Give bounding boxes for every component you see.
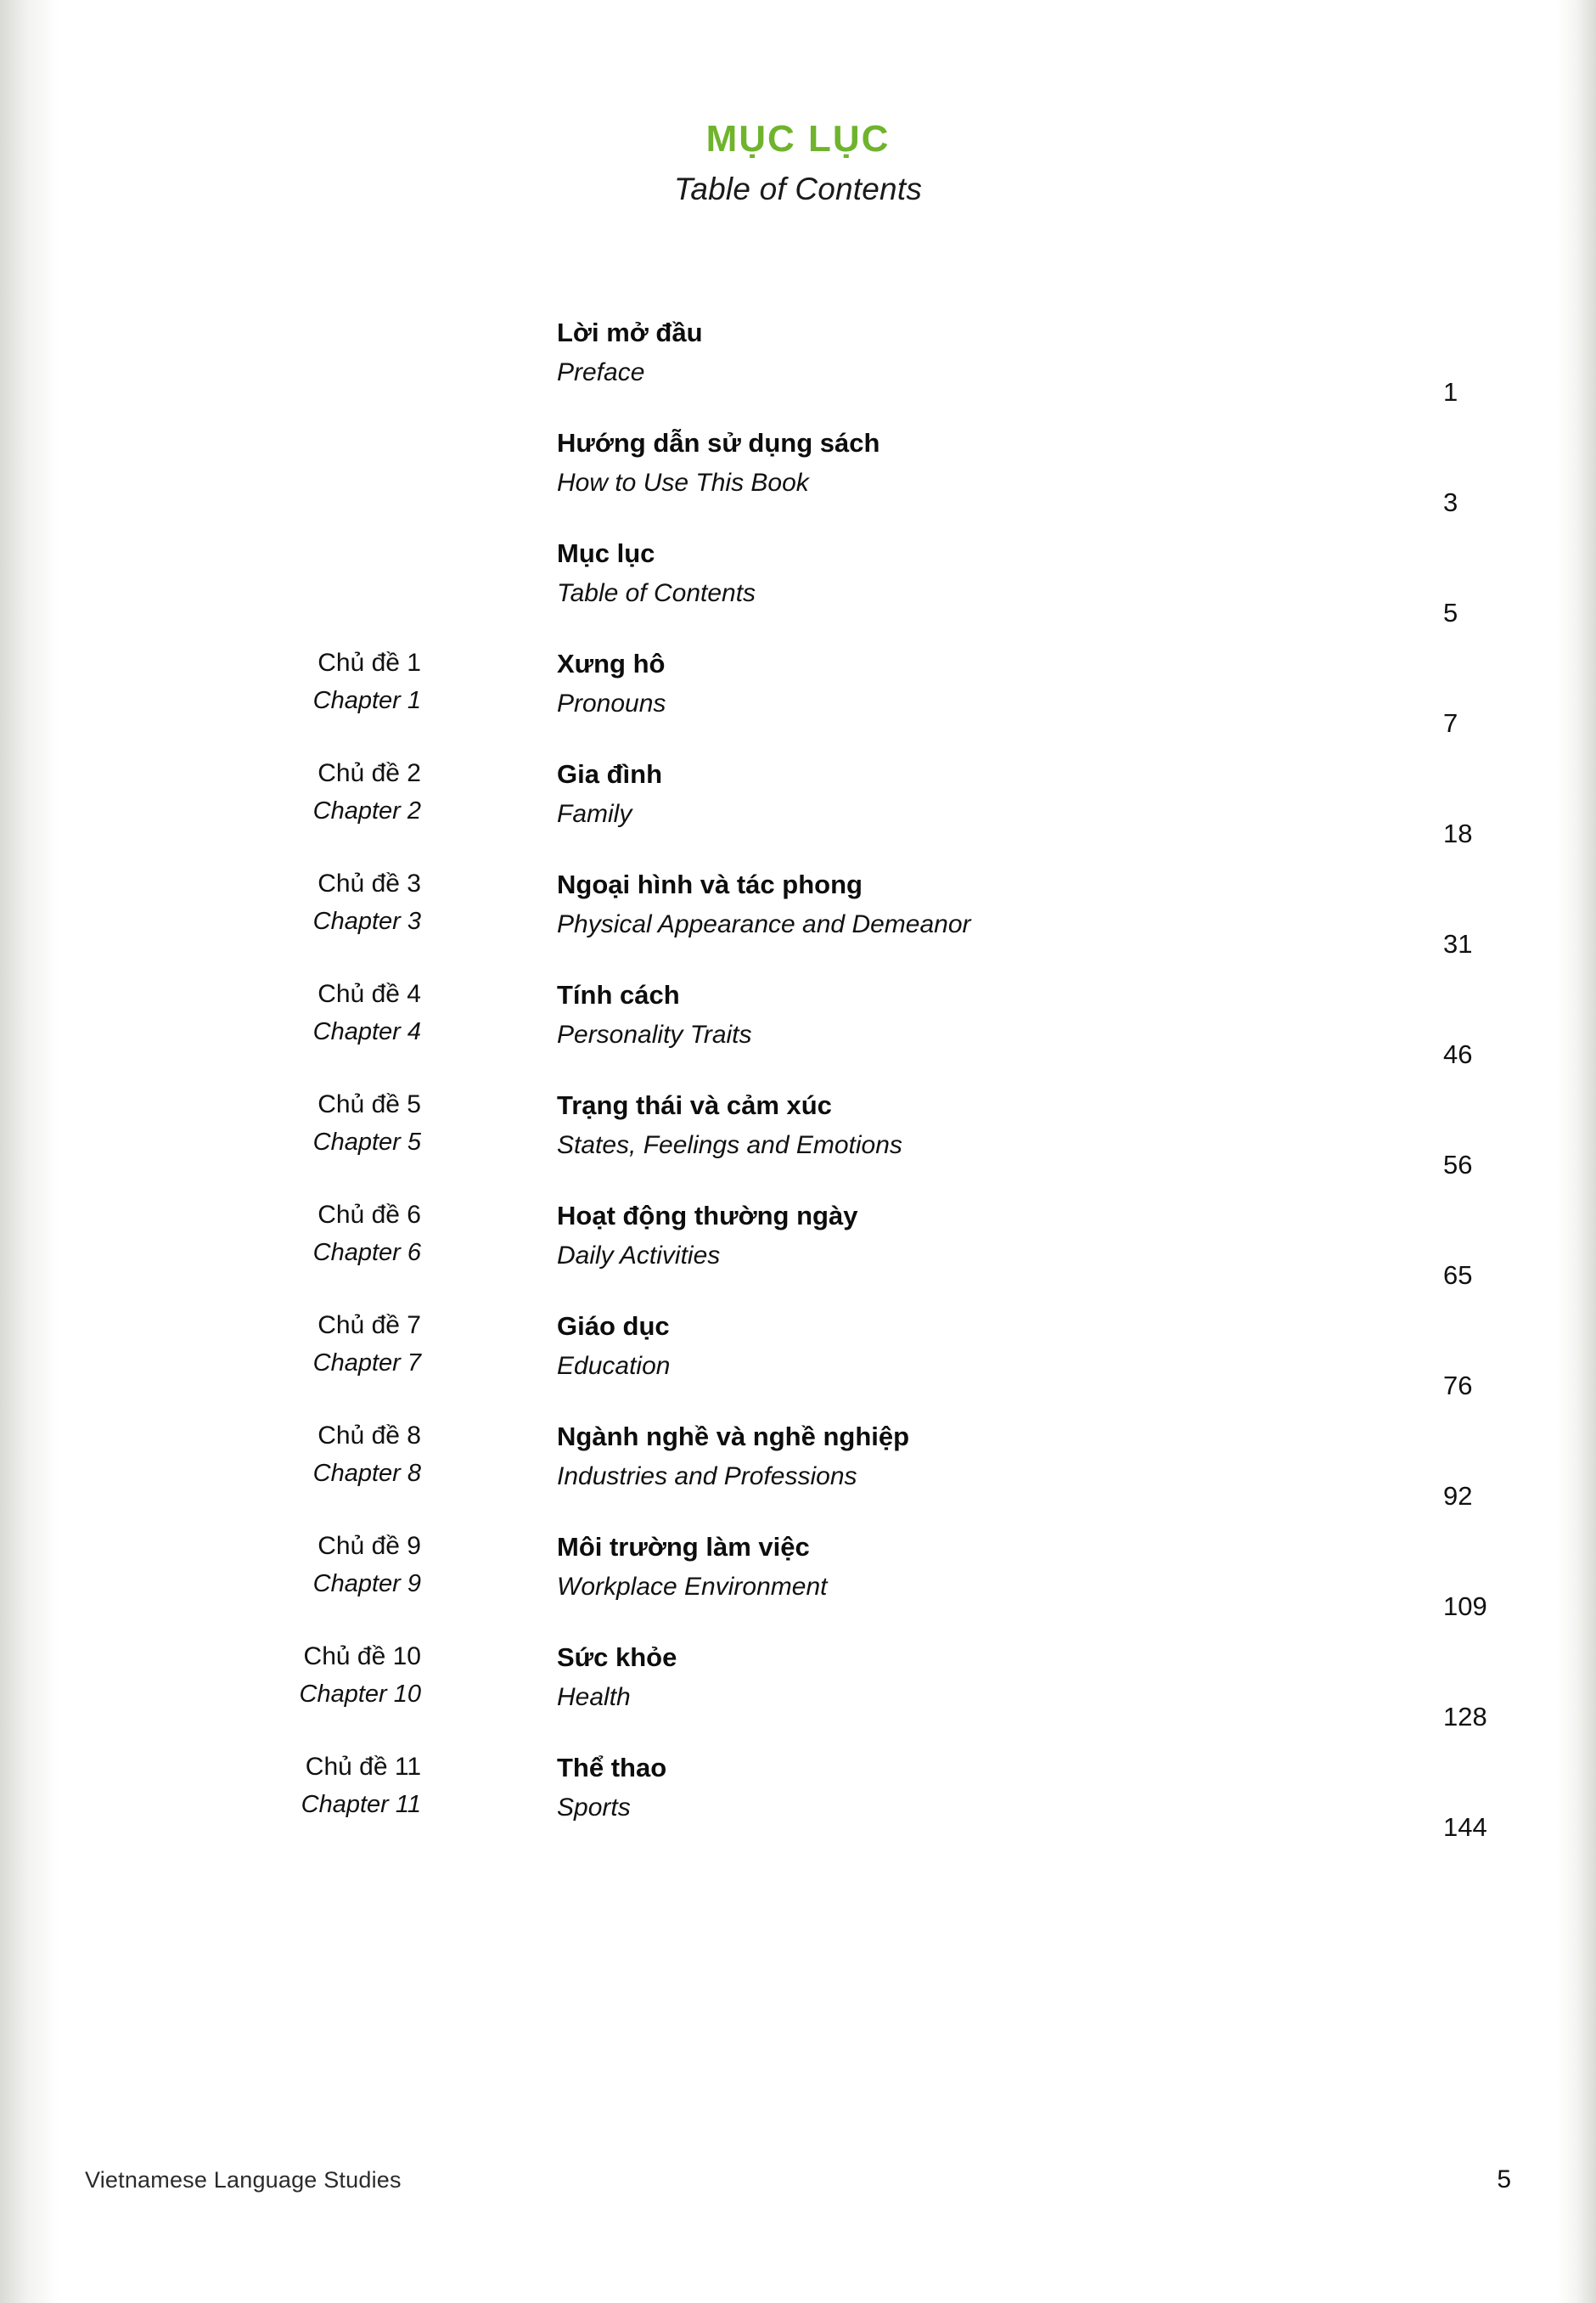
toc-entry-chapter-4[interactable] (0, 963, 1596, 1073)
toc-page-number-cell (1392, 1702, 1596, 1736)
toc-title-vietnamese: Sức khỏe (557, 1642, 677, 1673)
toc-page-number-cell (1392, 929, 1596, 963)
toc-page-number-cell (1392, 1039, 1596, 1073)
toc-page-number-cell (1392, 1371, 1596, 1405)
toc-entry-title (458, 426, 1392, 498)
toc-page-number: 76 (1443, 1371, 1473, 1401)
toc-page-number-cell (1392, 1812, 1596, 1846)
toc-chapter-vietnamese: Chủ đề 3 (318, 870, 421, 898)
toc-entry-title (458, 1751, 1392, 1823)
toc-entry[interactable] (0, 521, 1596, 632)
toc-page-number-cell (1392, 598, 1596, 632)
toc-chapter-vietnamese: Chủ đề 9 (318, 1532, 421, 1561)
toc-entry-title (458, 868, 1392, 940)
toc-entry-chapter-2[interactable] (0, 742, 1596, 853)
toc-title-english: Personality Traits (557, 1020, 752, 1049)
toc-page-number: 92 (1443, 1481, 1473, 1512)
toc-page-number: 1 (1443, 377, 1458, 408)
toc-title-english: Workplace Environment (557, 1572, 828, 1601)
toc-chapter-label (0, 1089, 458, 1158)
toc-entry-title (458, 1641, 1392, 1713)
toc-chapter-label (0, 1641, 458, 1710)
toc-chapter-label (0, 1199, 458, 1269)
toc-chapter-label (0, 647, 458, 717)
toc-chapter-vietnamese: Chủ đề 2 (318, 759, 421, 788)
toc-page-number-cell (1392, 1591, 1596, 1625)
toc-chapter-vietnamese: Chủ đề 7 (318, 1311, 421, 1340)
toc-entry-title (458, 1199, 1392, 1271)
toc-entry-chapter-6[interactable] (0, 1184, 1596, 1294)
toc-page-number: 109 (1443, 1591, 1487, 1622)
table-of-contents (0, 301, 1596, 1846)
toc-page-number: 18 (1443, 819, 1473, 849)
toc-chapter-english: Chapter 9 (312, 1569, 421, 1597)
toc-chapter-english: Chapter 1 (312, 686, 421, 714)
toc-entry-chapter-11[interactable] (0, 1736, 1596, 1846)
toc-page-number: 144 (1443, 1812, 1487, 1843)
toc-chapter-english: Chapter 10 (299, 1680, 421, 1708)
toc-entry-chapter-7[interactable] (0, 1294, 1596, 1405)
toc-page-number: 128 (1443, 1702, 1487, 1732)
toc-title-vietnamese: Tính cách (557, 980, 680, 1011)
toc-chapter-english: Chapter 11 (301, 1790, 421, 1818)
toc-entry-title (458, 1530, 1392, 1602)
toc-title-vietnamese: Ngành nghề và nghề nghiệp (557, 1422, 910, 1452)
page-footer (0, 2165, 1596, 2194)
toc-chapter-label (0, 868, 458, 938)
toc-chapter-label (0, 1420, 458, 1489)
toc-title-english: Physical Appearance and Demeanor (557, 909, 971, 938)
toc-page-number: 56 (1443, 1150, 1473, 1180)
toc-title-english: Pronouns (557, 689, 666, 718)
footer-book-title: Vietnamese Language Studies (85, 2167, 402, 2193)
toc-title-vietnamese: Gia đình (557, 759, 662, 790)
toc-title-english: Sports (557, 1793, 631, 1822)
toc-title-english: States, Feelings and Emotions (557, 1130, 902, 1159)
toc-title-vietnamese: Hướng dẫn sử dụng sách (557, 428, 880, 459)
toc-chapter-vietnamese: Chủ đề 10 (303, 1642, 421, 1671)
toc-entry-title (458, 647, 1392, 719)
toc-page-number: 65 (1443, 1260, 1473, 1291)
toc-chapter-label (0, 1751, 458, 1821)
toc-chapter-vietnamese: Chủ đề 11 (305, 1753, 421, 1782)
toc-title-vietnamese: Ngoại hình và tác phong (557, 870, 863, 900)
toc-chapter-vietnamese: Chủ đề 1 (318, 649, 421, 678)
toc-chapter-vietnamese: Chủ đề 4 (318, 980, 421, 1009)
toc-page-number: 7 (1443, 708, 1458, 739)
toc-page-number-cell (1392, 487, 1596, 521)
toc-entry-chapter-1[interactable] (0, 632, 1596, 742)
toc-chapter-english: Chapter 7 (312, 1349, 421, 1377)
toc-entry[interactable] (0, 301, 1596, 411)
toc-entry-chapter-9[interactable] (0, 1515, 1596, 1625)
toc-entry-chapter-5[interactable] (0, 1073, 1596, 1184)
toc-chapter-label (0, 978, 458, 1048)
toc-chapter-vietnamese: Chủ đề 8 (318, 1422, 421, 1450)
toc-entry-title (458, 757, 1392, 830)
toc-chapter-english: Chapter 8 (312, 1459, 421, 1487)
toc-entry-chapter-8[interactable] (0, 1405, 1596, 1515)
toc-title-english: Industries and Professions (557, 1461, 857, 1490)
toc-page-number-cell (1392, 819, 1596, 853)
toc-chapter-label (0, 1309, 458, 1379)
toc-chapter-english: Chapter 3 (312, 907, 421, 935)
toc-title-english: Preface (557, 358, 645, 386)
toc-title-vietnamese: Mục lục (557, 538, 655, 569)
page-content (0, 119, 1596, 1846)
toc-entry-title (458, 1309, 1392, 1382)
toc-page-number: 46 (1443, 1039, 1473, 1070)
toc-chapter-english: Chapter 5 (312, 1128, 421, 1156)
toc-page-number: 3 (1443, 487, 1458, 518)
toc-title-english: Health (557, 1682, 631, 1711)
toc-page-number-cell (1392, 1260, 1596, 1294)
page-title-vietnamese: MỤC LỤC (705, 118, 891, 160)
page-title (0, 119, 1596, 207)
toc-entry-title (458, 978, 1392, 1050)
toc-chapter-english: Chapter 4 (312, 1017, 421, 1045)
toc-entry-title (458, 1420, 1392, 1492)
toc-entry-title (458, 537, 1392, 609)
toc-page-number: 31 (1443, 929, 1473, 960)
toc-entry-title (458, 316, 1392, 388)
toc-chapter-vietnamese: Chủ đề 6 (318, 1201, 421, 1230)
toc-title-vietnamese: Hoạt động thường ngày (557, 1201, 858, 1231)
toc-title-vietnamese: Lời mở đầu (557, 318, 703, 348)
toc-chapter-vietnamese: Chủ đề 5 (318, 1090, 421, 1119)
toc-title-english: Education (557, 1351, 671, 1380)
toc-title-english: How to Use This Book (557, 468, 809, 497)
toc-title-english: Family (557, 799, 632, 828)
toc-chapter-english: Chapter 6 (312, 1238, 421, 1266)
toc-chapter-label (0, 757, 458, 827)
toc-title-vietnamese: Môi trường làm việc (557, 1532, 810, 1563)
toc-title-vietnamese: Thể thao (557, 1753, 667, 1783)
toc-title-vietnamese: Xưng hô (557, 649, 666, 679)
toc-page-number: 5 (1443, 598, 1458, 628)
toc-entry-chapter-3[interactable] (0, 853, 1596, 963)
toc-page-number-cell (1392, 1150, 1596, 1184)
toc-chapter-label (0, 1530, 458, 1600)
toc-page-number-cell (1392, 1481, 1596, 1515)
toc-page-number-cell (1392, 708, 1596, 742)
footer-page-number: 5 (1497, 2165, 1511, 2193)
toc-entry[interactable] (0, 411, 1596, 521)
page-title-english: Table of Contents (673, 172, 923, 207)
toc-entry-title (458, 1089, 1392, 1161)
toc-page-number-cell (1392, 377, 1596, 411)
toc-title-vietnamese: Trạng thái và cảm xúc (557, 1090, 832, 1121)
toc-title-english: Table of Contents (557, 578, 756, 607)
toc-chapter-english: Chapter 2 (312, 797, 421, 825)
toc-title-vietnamese: Giáo dục (557, 1311, 670, 1342)
toc-entry-chapter-10[interactable] (0, 1625, 1596, 1736)
toc-title-english: Daily Activities (557, 1241, 721, 1270)
